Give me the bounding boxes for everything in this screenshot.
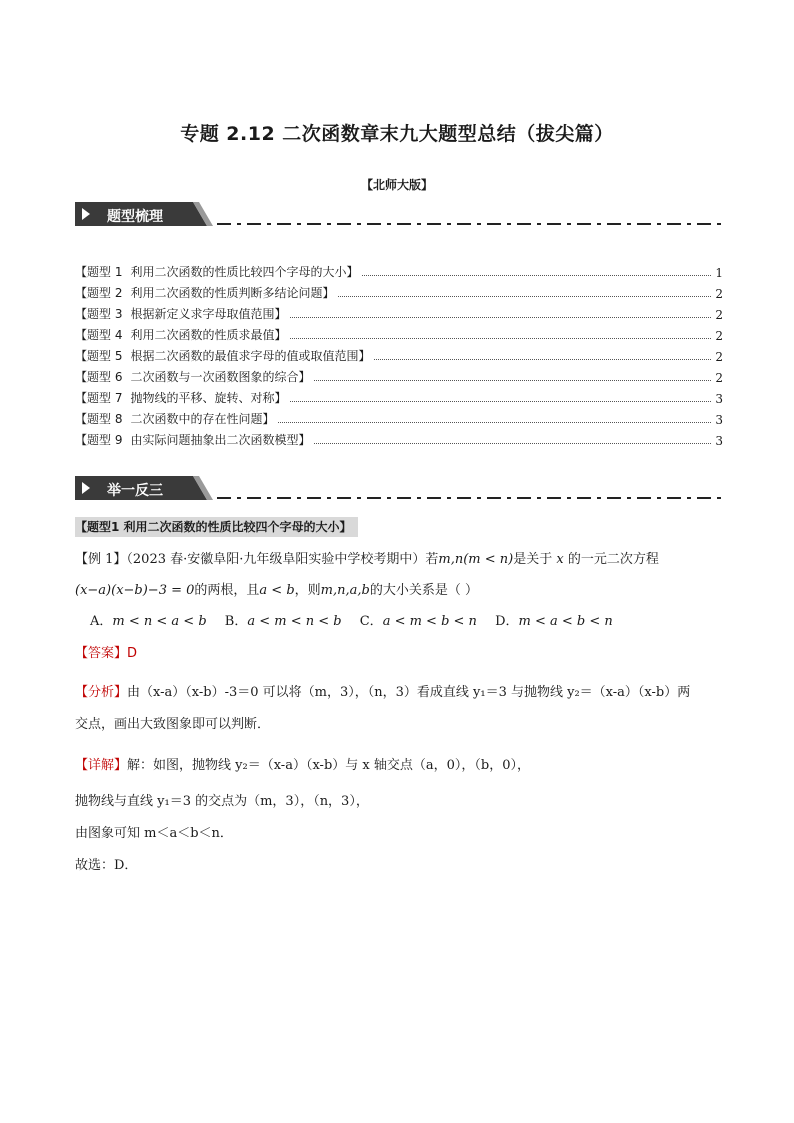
detail-line2: 抛物线与直线 y₁＝3 的交点为（m，3），（n，3）， [75, 794, 369, 809]
example-source: （2023 春·安徽阜阳·九年级阜阳实验中学校考期中）若 [126, 552, 439, 567]
toc-close: 】 [274, 328, 287, 342]
toc-tag: 【题型 5 [75, 349, 123, 363]
example-text: 的两根，且 [194, 583, 260, 598]
toc-leader [338, 296, 711, 297]
toc-row[interactable] [75, 322, 723, 343]
toc-close: 】 [262, 412, 275, 426]
analysis-label: 【分析】 [75, 685, 128, 700]
toc-page: 1 [715, 266, 723, 280]
example-text: 的一元二次方程 [567, 552, 659, 567]
toc-leader [290, 317, 711, 318]
option-c[interactable] [360, 614, 477, 629]
toc-tag: 【题型 4 [75, 328, 123, 342]
example-text: 是关于 [513, 552, 553, 567]
toc-title: 抛物线的平移、旋转、对称 [130, 391, 275, 405]
toc-leader [290, 338, 711, 339]
toc-tag: 【题型 7 [75, 391, 123, 405]
option-expr: m < a < b < n [518, 614, 613, 629]
edition-label: 【北师大版】 [360, 178, 433, 192]
example-vars2: m,n,a,b [320, 583, 370, 598]
toc-page: 3 [715, 434, 723, 448]
answer-line [75, 645, 137, 663]
section-bar-practice [75, 474, 723, 504]
toc-title: 根据新定义求字母取值范围 [130, 307, 275, 321]
option-letter: B． [224, 614, 248, 629]
detail-label: 【详解】 [75, 758, 128, 773]
page-title: 专题 2.12 二次函数章末九大题型总结（拔尖篇） [180, 123, 614, 145]
toc-close: 】 [274, 307, 287, 321]
answer-value: D [127, 646, 138, 661]
toc-title: 利用二次函数的性质判断多结论问题 [130, 286, 323, 300]
table-of-contents [75, 259, 723, 448]
toc-page: 3 [715, 392, 723, 406]
example-x: x [556, 552, 564, 567]
toc-row[interactable] [75, 364, 723, 385]
answer-label: 【答案】 [75, 646, 128, 661]
toc-title: 由实际问题抽象出二次函数模型 [130, 433, 299, 447]
toc-page: 3 [715, 413, 723, 427]
toc-row[interactable] [75, 301, 723, 322]
section-bar-graphic [75, 200, 723, 230]
toc-close: 】 [298, 370, 311, 384]
example-question-line1 [75, 551, 659, 569]
options-row [90, 613, 627, 631]
toc-tag: 【题型 1 [75, 265, 123, 279]
toc-close: 】 [346, 265, 359, 279]
toc-leader [314, 443, 711, 444]
toc-leader [374, 359, 711, 360]
topic-heading: 【题型1 利用二次函数的性质比较四个字母的大小】 [75, 517, 358, 537]
analysis-line1 [75, 684, 690, 702]
example-equation: (x−a)(x−b)−3 = 0 [75, 583, 195, 598]
toc-row[interactable] [75, 406, 723, 427]
toc-close: 】 [358, 349, 371, 363]
toc-close: 】 [298, 433, 311, 447]
toc-leader [278, 422, 711, 423]
toc-title: 二次函数与一次函数图象的综合 [130, 370, 299, 384]
toc-title: 二次函数中的存在性问题 [130, 412, 263, 426]
example-text: 的大小关系是（ ） [369, 583, 478, 598]
toc-row[interactable] [75, 427, 723, 448]
example-question-line2 [75, 582, 478, 600]
toc-tag: 【题型 9 [75, 433, 123, 447]
option-letter: A． [90, 614, 113, 629]
toc-page: 2 [715, 329, 723, 343]
toc-title: 利用二次函数的性质求最值 [130, 328, 275, 342]
toc-row[interactable] [75, 259, 723, 280]
option-expr: a < m < n < b [247, 614, 342, 629]
section-label-practice: 举一反三 [107, 483, 163, 499]
section-bar-graphic [75, 474, 723, 504]
analysis-line2: 交点，画出大致图象即可以判断． [75, 717, 271, 732]
example-vars: m,n(m < n) [438, 552, 514, 567]
toc-title: 根据二次函数的最值求字母的值或取值范围 [130, 349, 359, 363]
detail-line3: 由图象可知 m＜a＜b＜n． [75, 826, 233, 841]
toc-page: 2 [715, 350, 723, 364]
toc-close: 】 [274, 391, 287, 405]
option-letter: D． [495, 614, 519, 629]
example-condition: a < b [259, 583, 295, 598]
toc-page: 2 [715, 371, 723, 385]
toc-leader [290, 401, 711, 402]
section-label-toc: 题型梳理 [107, 209, 163, 225]
toc-page: 2 [715, 308, 723, 322]
example-text: ，则 [294, 583, 321, 598]
detail-line1 [75, 757, 530, 775]
option-expr: m < n < a < b [112, 614, 207, 629]
toc-tag: 【题型 3 [75, 307, 123, 321]
toc-row[interactable] [75, 343, 723, 364]
toc-row[interactable] [75, 280, 723, 301]
example-tag: 【例 1】 [75, 552, 127, 567]
option-a[interactable] [90, 614, 207, 629]
toc-tag: 【题型 8 [75, 412, 123, 426]
toc-row[interactable] [75, 385, 723, 406]
option-b[interactable] [225, 614, 342, 629]
detail-text: 解：如图，抛物线 y₂＝（x-a）（x-b）与 x 轴交点（a，0），（b，0）， [127, 758, 530, 773]
toc-tag: 【题型 2 [75, 286, 123, 300]
toc-leader [362, 275, 711, 276]
detail-line4: 故选：D． [75, 858, 138, 873]
toc-page: 2 [715, 287, 723, 301]
toc-tag: 【题型 6 [75, 370, 123, 384]
analysis-text: 由（x-a）（x-b）-3＝0 可以将（m，3），（n，3）看成直线 y₁＝3 与抛物线 y₂＝（x-a）（x-b）两 [127, 685, 691, 700]
section-bar-toc [75, 200, 723, 230]
option-expr: a < m < b < n [382, 614, 477, 629]
toc-title: 利用二次函数的性质比较四个字母的大小 [130, 265, 347, 279]
toc-leader [314, 380, 711, 381]
option-letter: C． [359, 614, 383, 629]
option-d[interactable] [495, 614, 613, 629]
toc-close: 】 [322, 286, 335, 300]
